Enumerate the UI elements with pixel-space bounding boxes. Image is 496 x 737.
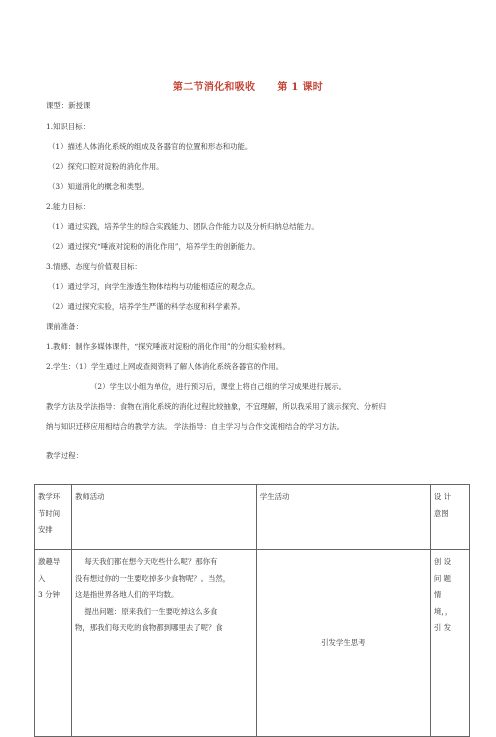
teaching-process-table [34, 484, 470, 737]
knowledge-heading: 1.知识目标： [46, 122, 91, 131]
knowledge-item: （3）知道消化的概念和类型。 [48, 182, 149, 191]
attitude-heading: 3.情感、态度与价值观目标： [46, 262, 142, 271]
method-line-2: 纳与知识迁移应用相结合的教学方法。 学法指导：自主学习与合作交流相结合的学习方法。 [46, 422, 344, 431]
design-intent-cell: 创 设 问 题 情 境，， 引 发 [430, 550, 469, 737]
page-title-main: 第二节消化和吸收 [172, 82, 256, 93]
attitude-item: （2）通过探究实验，培养学生严谨的科学态度和科学素养。 [48, 302, 245, 311]
header-student-activity: 学生活动 [256, 485, 430, 550]
header-stage-time: 教学环 节时间 安排 [35, 485, 72, 550]
knowledge-item: （2）探究口腔对淀粉的消化作用。 [48, 162, 164, 171]
page-title-session: 第 1 课时 [277, 82, 324, 93]
lesson-type: 课型：新授课 [46, 101, 91, 110]
ability-heading: 2.能力目标： [46, 202, 91, 211]
stage-cell: 激趣导 入 3 分钟 [35, 550, 72, 737]
page-title [0, 78, 496, 93]
prep-student-2: （2）学生以小组为单位，进行预习后，课堂上将自己组的学习成果进行展示。 [90, 382, 346, 391]
student-activity-cell: 引发学生思考 [256, 550, 430, 737]
prep-teacher: 1.教师：制作多媒体课件，“探究唾液对淀粉的消化作用”的分组实验材料。 [46, 342, 290, 351]
knowledge-item: （1）描述人体消化系统的组成及各器官的位置和形态和功能。 [48, 142, 253, 151]
header-teacher-activity: 教师活动 [71, 485, 256, 550]
ability-item: （2）通过探究“唾液对淀粉的消化作用”，培养学生的创新能力。 [48, 242, 260, 251]
table-row [35, 550, 470, 737]
attitude-item: （1）通过学习，向学生渗透生物体结构与功能相适应的观念点。 [48, 282, 260, 291]
process-heading: 教学过程： [46, 451, 83, 460]
table-header-row [35, 485, 470, 550]
method-line-1: 教学方法及学法指导：食物在消化系统的消化过程比较抽象，不宜理解，所以我采用了演示探究、分析归 [46, 402, 386, 411]
prep-heading: 课前准备： [46, 322, 83, 331]
ability-item: （1）通过实践，培养学生的综合实践能力、团队合作能力以及分析归纳总结能力。 [48, 222, 319, 231]
header-design-intent: 设 计 意图 [430, 485, 469, 550]
teacher-activity-cell: 每天我们都在想今天吃些什么呢？那你有 没有想过你的一生要吃掉多少食物呢？。当然， 这是指世界各地人们的平均数。 提出问题：原来我们一生要吃掉这么多食 物，那我们每天吃的食物都到哪里去了呢？食 [71, 550, 256, 737]
prep-student-1: 2.学生：（1）学生通过上网或查阅资料了解人体消化系统各器官的作用。 [46, 362, 284, 371]
